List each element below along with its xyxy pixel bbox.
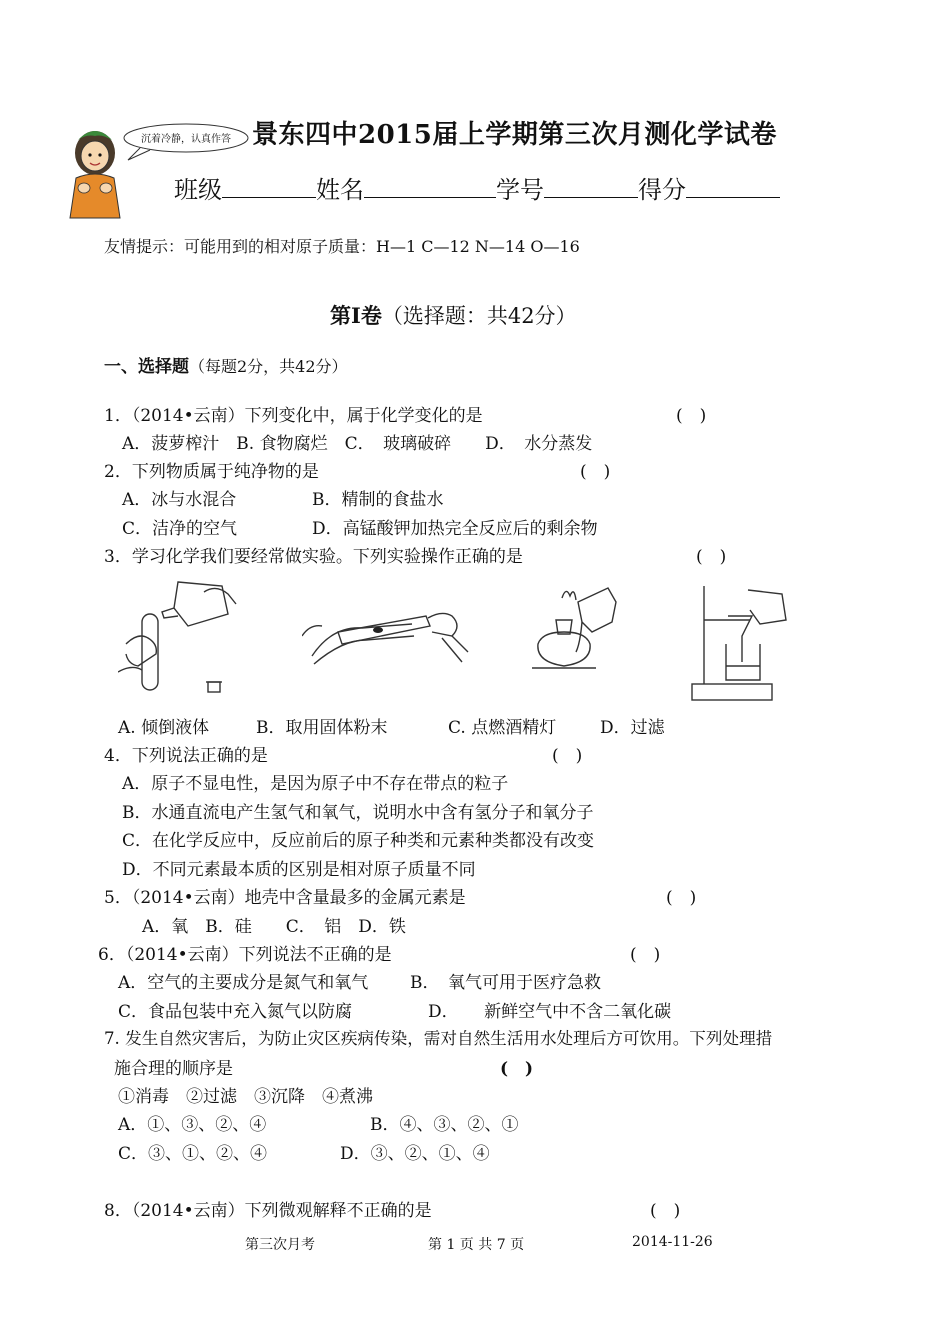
question-3-option-c: C. 点燃酒精灯 bbox=[448, 718, 557, 738]
question-6-answer-paren[interactable]: ( ) bbox=[630, 945, 661, 965]
speech-bubble bbox=[124, 124, 248, 160]
pouring-liquid-illustration bbox=[118, 574, 248, 699]
student-info-fields bbox=[174, 170, 780, 205]
score-blank[interactable] bbox=[686, 177, 780, 198]
class-blank[interactable] bbox=[222, 177, 316, 198]
question-4-option-c: C．在化学反应中，反应前后的原子种类和元素种类都没有改变 bbox=[122, 831, 595, 851]
class-label: 班级 bbox=[174, 176, 222, 204]
part-heading-rest: （每题2分，共42分） bbox=[189, 357, 348, 376]
question-7-stem-line-1: 7. 发生自然灾害后，为防止灾区疾病传染，需对自然生活用水处理后方可饮用。下列处理措 bbox=[104, 1029, 773, 1048]
question-4-option-d: D．不同元素最本质的区别是相对原子质量不同 bbox=[122, 860, 476, 880]
lighting-alcohol-lamp-illustration bbox=[522, 582, 622, 682]
part-heading-bold: 一、选择题 bbox=[104, 357, 189, 377]
question-7-option-b: B．④、③、②、① bbox=[370, 1115, 519, 1135]
question-2-option-d: D．高锰酸钾加热完全反应后的剩余物 bbox=[312, 519, 598, 539]
taking-powder-illustration bbox=[302, 596, 472, 681]
part-heading bbox=[104, 352, 348, 377]
question-2-option-a: A．冰与水混合 bbox=[122, 490, 237, 510]
question-1-stem: 1．（2014•云南）下列变化中，属于化学变化的是 bbox=[104, 406, 483, 426]
question-2-option-b: B．精制的食盐水 bbox=[312, 490, 444, 510]
question-3-stem: 3．学习化学我们要经常做实验。下列实验操作正确的是 bbox=[104, 547, 523, 567]
student-number-label: 学号 bbox=[496, 176, 544, 204]
question-4-stem: 4．下列说法正确的是 bbox=[104, 746, 268, 766]
score-label: 得分 bbox=[638, 176, 686, 204]
question-7-option-c: C．③、①、②、④ bbox=[118, 1144, 268, 1164]
question-2-answer-paren[interactable]: ( ) bbox=[580, 462, 611, 482]
question-7-option-d: D．③、②、①、④ bbox=[340, 1144, 490, 1164]
question-3-answer-paren[interactable]: ( ) bbox=[696, 547, 727, 567]
exam-title: 景东四中2015届上学期第三次月测化学试卷 bbox=[252, 120, 777, 150]
footer-page-number: 第 1 页 共 7 页 bbox=[428, 1237, 525, 1253]
question-4-option-a: A．原子不显电性，是因为原子中不存在带点的粒子 bbox=[122, 774, 509, 794]
question-7-option-a: A．①、③、②、④ bbox=[118, 1115, 267, 1135]
bubble-text: 沉着冷静，认真作答 bbox=[141, 134, 231, 145]
question-2-stem: 2．下列物质属于纯净物的是 bbox=[104, 462, 319, 482]
name-blank[interactable] bbox=[364, 177, 496, 198]
section-title bbox=[330, 300, 577, 330]
friendly-tip: 友情提示：可能用到的相对原子质量：H—1 C—12 N—14 O—16 bbox=[104, 237, 580, 256]
question-6-stem: 6．（2014•云南）下列说法不正确的是 bbox=[98, 945, 392, 965]
question-8-stem: 8．（2014•云南）下列微观解释不正确的是 bbox=[104, 1201, 432, 1221]
section-title-rest: （选择题：共42分） bbox=[381, 304, 577, 328]
question-4-option-b: B．水通直流电产生氢气和氧气，说明水中含有氢分子和氧分子 bbox=[122, 803, 594, 823]
question-6-option-c: C．食品包装中充入氮气以防腐 bbox=[118, 1002, 353, 1022]
question-6-option-d: D． 新鲜空气中不含二氧化碳 bbox=[428, 1002, 672, 1022]
question-6-option-a: A．空气的主要成分是氮气和氧气 bbox=[118, 973, 369, 993]
question-4-answer-paren[interactable]: ( ) bbox=[552, 746, 583, 766]
question-7-stem-line-2: 施合理的顺序是 bbox=[114, 1059, 233, 1079]
footer-date: 2014-11-26 bbox=[632, 1234, 713, 1250]
question-5-stem: 5．（2014•云南）地壳中含量最多的金属元素是 bbox=[104, 888, 466, 908]
student-number-blank[interactable] bbox=[544, 177, 638, 198]
question-5-answer-paren[interactable]: ( ) bbox=[666, 888, 697, 908]
question-1-options: A．菠萝榨汁 B. 食物腐烂 C． 玻璃破碎 D． 水分蒸发 bbox=[122, 434, 593, 454]
question-3-option-a: A. 倾倒液体 bbox=[118, 718, 210, 738]
question-8-answer-paren[interactable]: ( ) bbox=[650, 1201, 681, 1221]
footer-exam-name: 第三次月考 bbox=[245, 1237, 315, 1253]
question-5-options: A．氧 B．硅 C． 铝 D．铁 bbox=[142, 917, 406, 937]
question-3-option-b: B．取用固体粉末 bbox=[256, 718, 388, 738]
question-3-option-d: D．过滤 bbox=[600, 718, 665, 738]
question-1-answer-paren[interactable]: ( ) bbox=[676, 406, 707, 426]
section-title-bold: 第I卷 bbox=[330, 303, 382, 328]
question-7-items: ①消毒 ②过滤 ③沉降 ④煮沸 bbox=[118, 1087, 373, 1107]
question-2-option-c: C．洁净的空气 bbox=[122, 519, 238, 539]
filtration-illustration bbox=[690, 580, 790, 705]
question-6-option-b: B． 氧气可用于医疗急救 bbox=[410, 973, 601, 993]
question-7-answer-paren[interactable]: ( ) bbox=[500, 1059, 534, 1079]
girl-cartoon-icon bbox=[70, 131, 120, 218]
name-label: 姓名 bbox=[316, 176, 364, 204]
